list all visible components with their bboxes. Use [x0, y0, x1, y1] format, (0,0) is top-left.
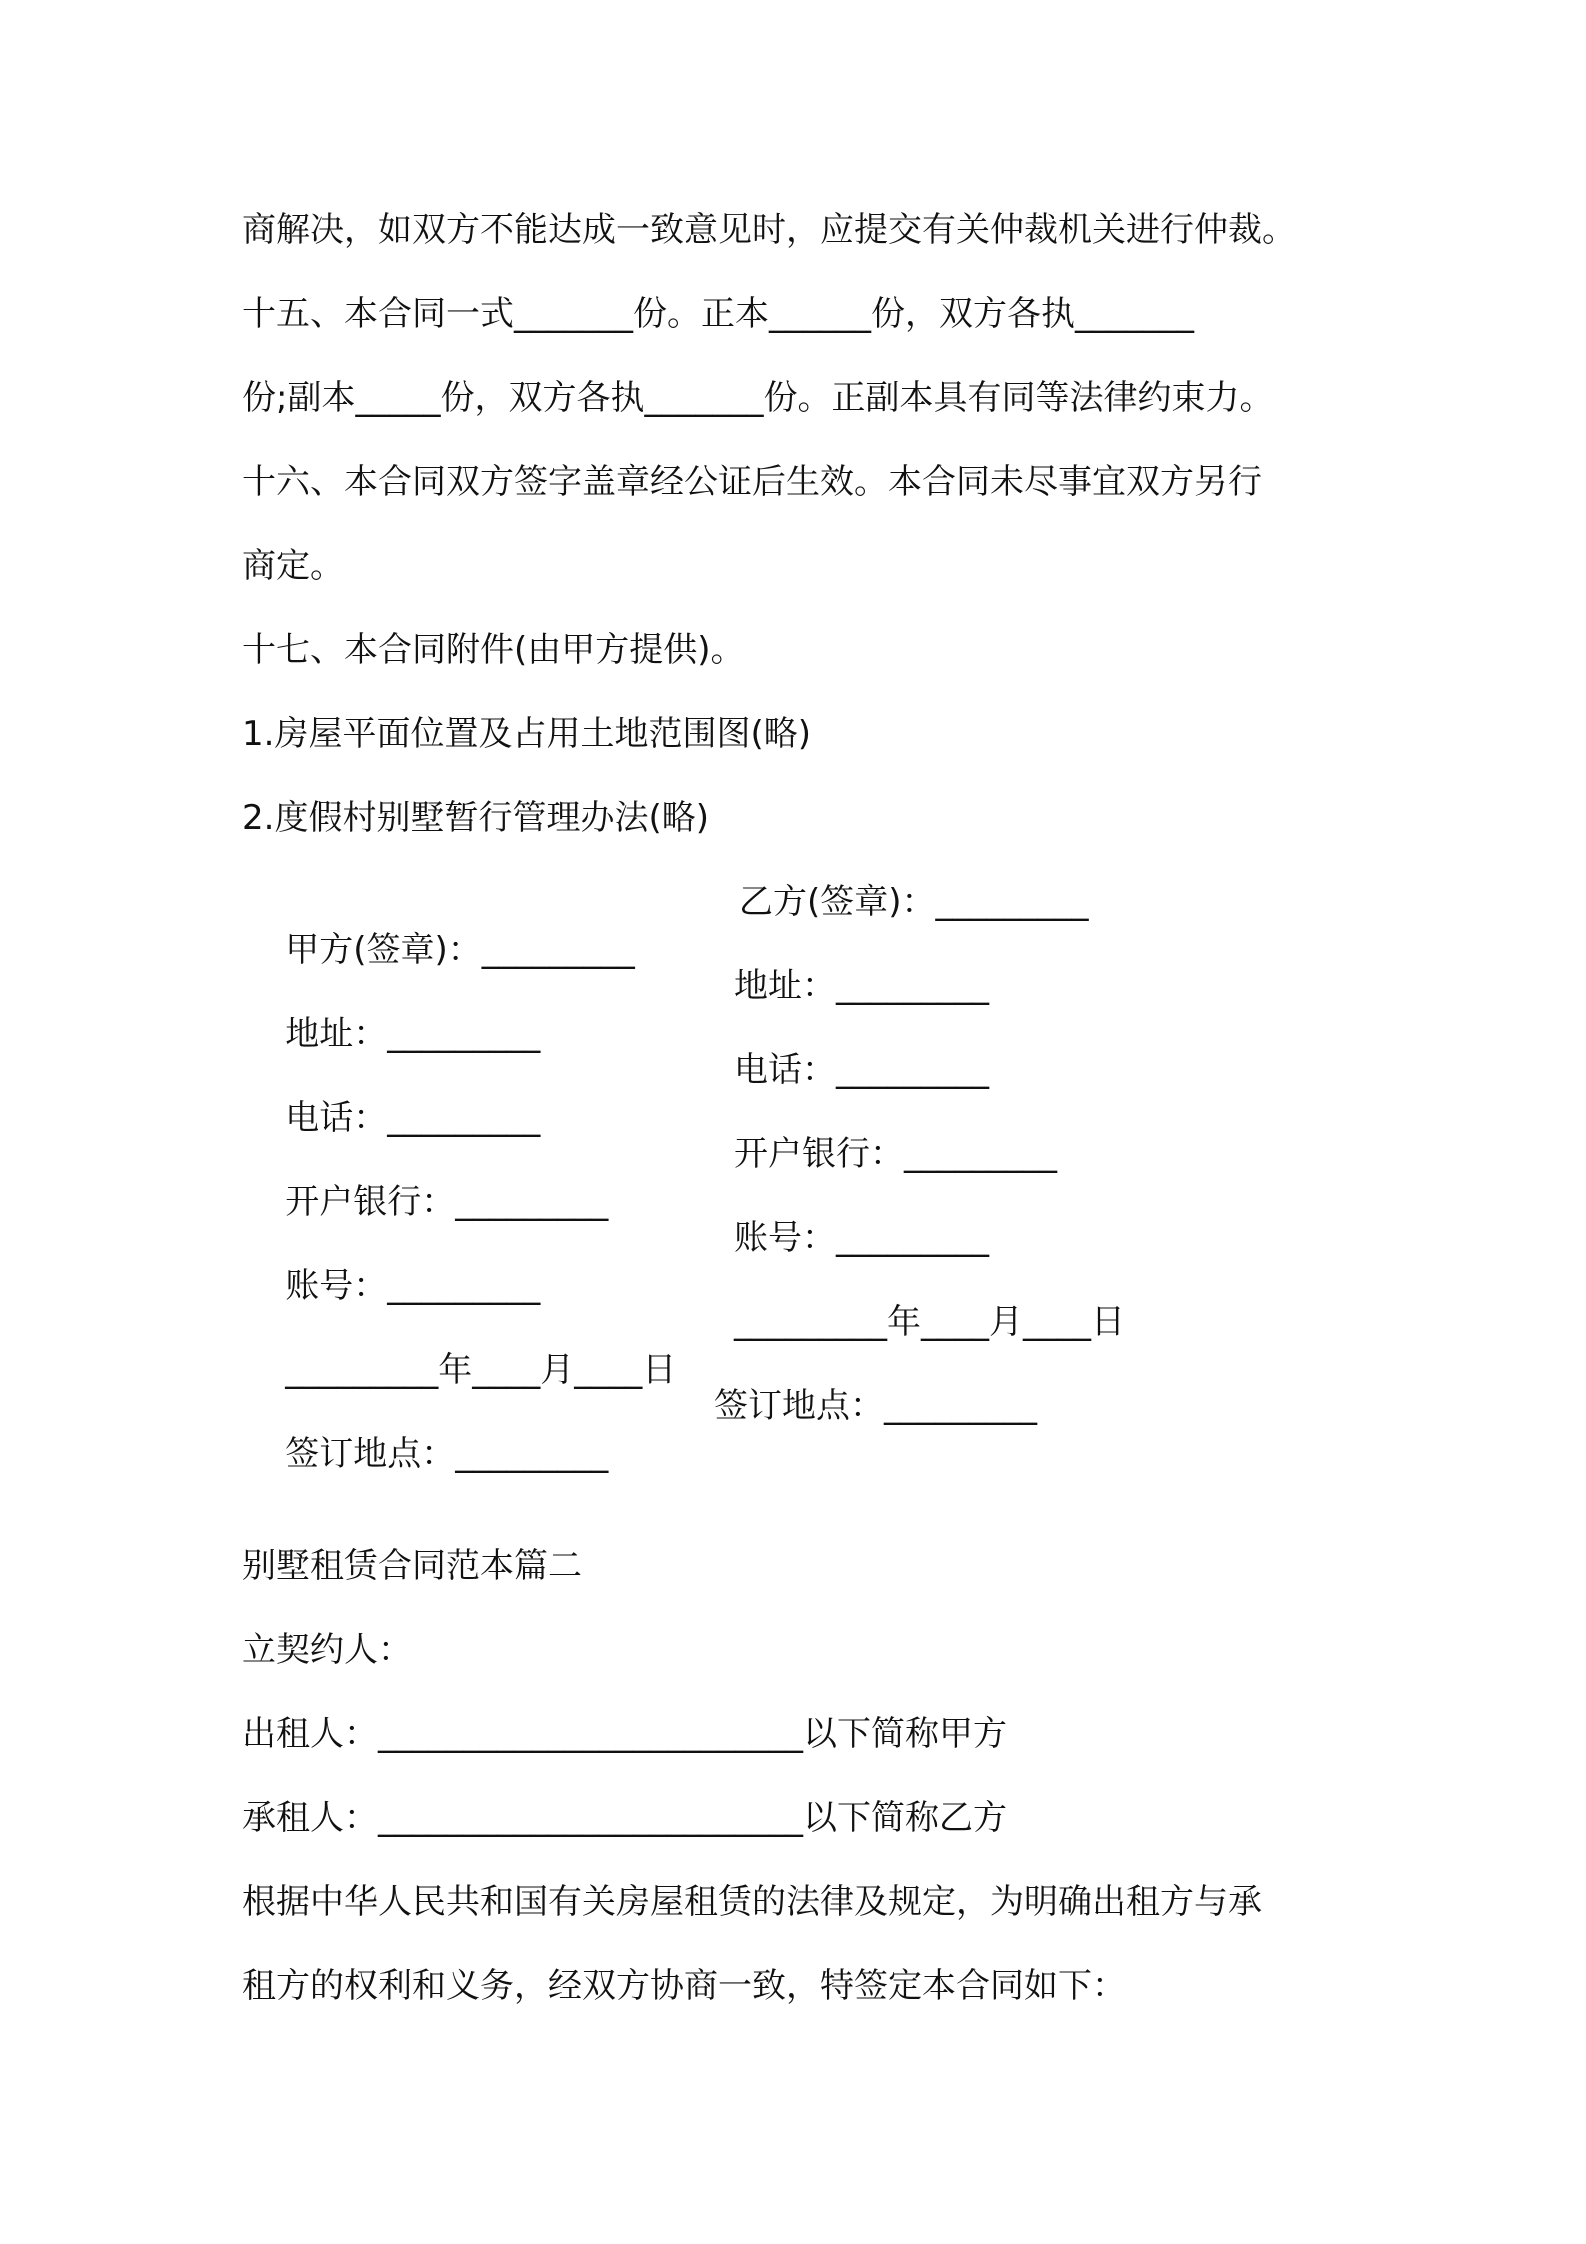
party-b-account: 账号：_________ — [734, 1218, 989, 1258]
preamble-line-1: 根据中华人民共和国有关房屋租赁的法律及规定，为明确出租方与承 — [242, 1882, 1262, 1922]
party-b-address: 地址：_________ — [734, 966, 989, 1006]
clause-14-continuation: 商解决，如双方不能达成一致意见时，应提交有关仲裁机关进行仲裁。 — [242, 210, 1296, 250]
attachment-2: 2.度假村别墅暂行管理办法(略) — [242, 798, 709, 838]
sign-row-account — [242, 1214, 989, 1306]
party-a-place: 签订地点：_________ — [285, 1434, 609, 1474]
contracting-parties-label: 立契约人： — [242, 1630, 412, 1670]
clause-15-line-2: 份;副本_____份，双方各执_______份。正副本具有同等法律约束力。 — [242, 378, 1274, 418]
clause-16-line-2: 商定。 — [242, 546, 344, 586]
party-a-date: _________年____月____日 — [285, 1350, 677, 1390]
party-a-bank: 开户银行：_________ — [285, 1182, 609, 1222]
lessee-line: 承租人：_________________________以下简称乙方 — [242, 1798, 1007, 1838]
party-a-address: 地址：_________ — [285, 1014, 541, 1054]
sign-row-place — [242, 1382, 1037, 1474]
sign-row-date — [242, 1298, 1125, 1390]
party-b-phone: 电话：_________ — [734, 1050, 989, 1090]
sign-row-phone — [242, 1046, 989, 1138]
party-b-place: 签订地点：_________ — [714, 1386, 1037, 1426]
attachment-1: 1.房屋平面位置及占用土地范围图(略) — [242, 714, 811, 754]
clause-16-line-1: 十六、本合同双方签字盖章经公证后生效。本合同未尽事宜双方另行 — [242, 462, 1262, 502]
sign-row-address — [242, 962, 989, 1054]
sign-row-signature — [242, 878, 1089, 970]
party-a-signature: 甲方(签章)：_________ — [285, 930, 635, 970]
preamble-line-2: 租方的权利和义务，经双方协商一致，特签定本合同如下： — [242, 1966, 1126, 2006]
clause-17: 十七、本合同附件(由甲方提供)。 — [242, 630, 745, 670]
clause-15-line-1: 十五、本合同一式_______份。正本______份，双方各执_______ — [242, 294, 1194, 334]
party-a-account: 账号：_________ — [285, 1266, 541, 1306]
sign-row-bank — [242, 1130, 1057, 1222]
section-2-title: 别墅租赁合同范本篇二 — [242, 1546, 582, 1586]
party-b-bank: 开户银行：_________ — [734, 1134, 1057, 1174]
party-b-date: _________年____月____日 — [734, 1302, 1125, 1342]
party-b-signature: 乙方(签章)：_________ — [739, 882, 1089, 922]
party-a-phone: 电话：_________ — [285, 1098, 541, 1138]
lessor-line: 出租人：_________________________以下简称甲方 — [242, 1714, 1007, 1754]
